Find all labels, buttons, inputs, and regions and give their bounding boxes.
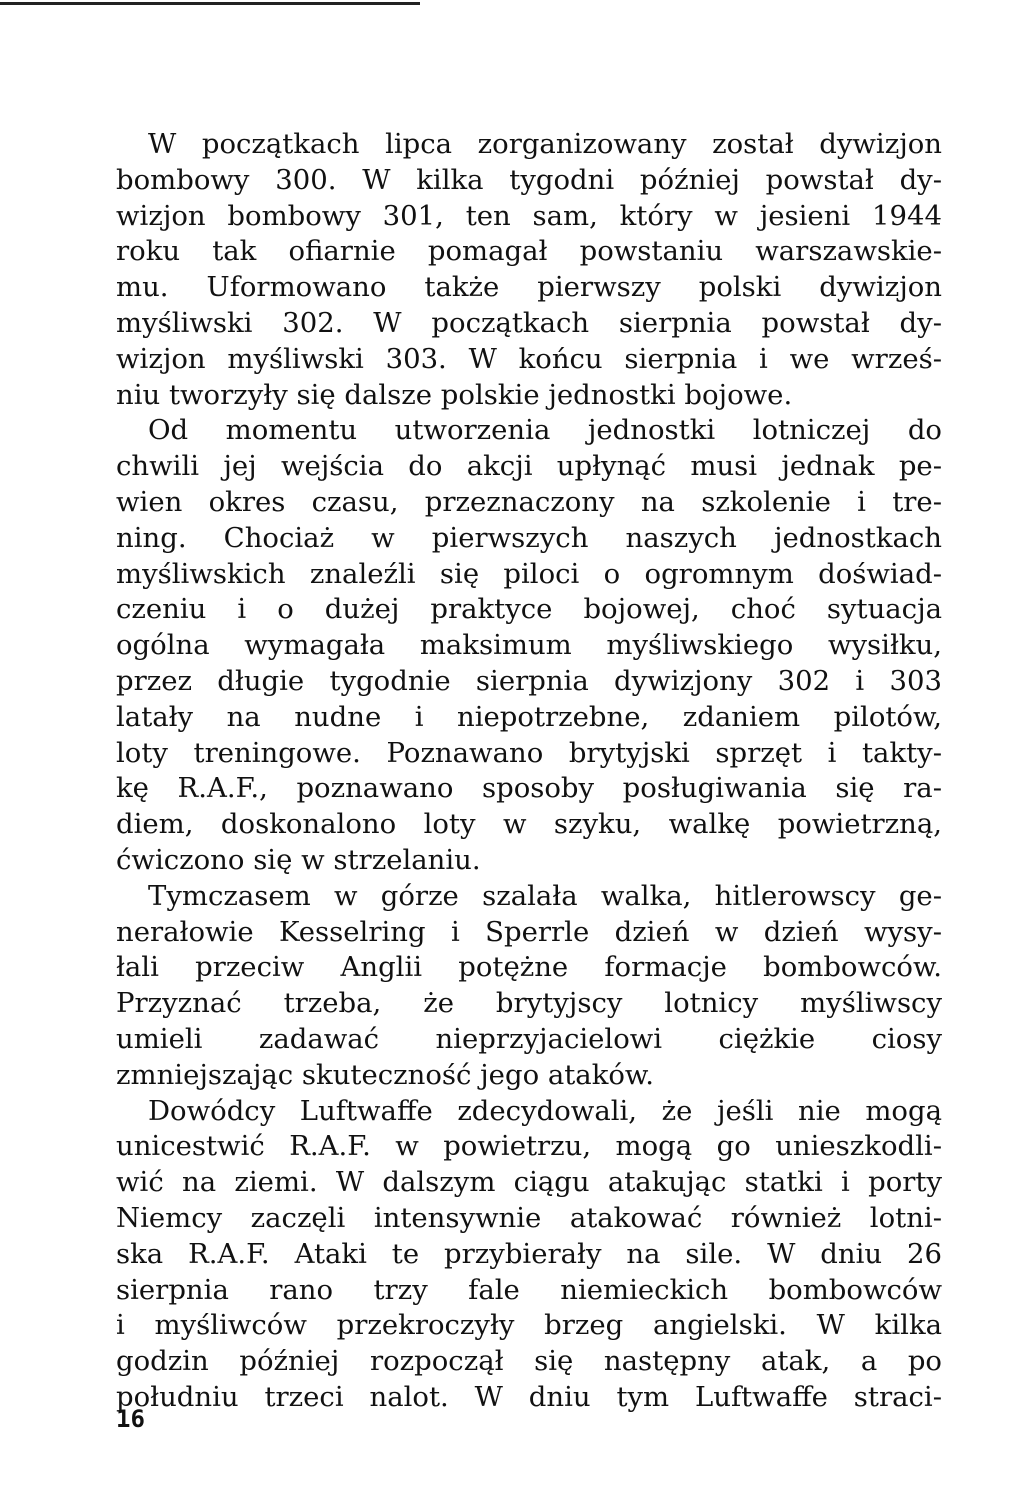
text-line: myśliwski 302. W początkach sierpnia powstał dy-: [116, 306, 942, 339]
text-line: niu tworzyły się dalsze polskie jednostki bojowe.: [116, 378, 793, 411]
text-line: myśliwskich znaleźli się piloci o ogromnym doświad-: [116, 557, 942, 590]
text-line: ogólna wymagała maksimum myśliwskiego wysiłku,: [116, 629, 942, 662]
text-line: Dowódcy Luftwaffe zdecydowali, że jeśli nie mogą: [148, 1094, 942, 1127]
text-line: ćwiczono się w strzelaniu.: [116, 843, 481, 876]
text-line: godzin później rozpoczął się następny atak, a po: [116, 1345, 942, 1378]
text-line: mu. Uformowano także pierwszy polski dywizjon: [116, 271, 942, 304]
text-line: Niemcy zaczęli intensywnie atakować również lotni-: [116, 1201, 942, 1234]
top-rule: [0, 2, 420, 5]
text-line: W początkach lipca zorganizowany został dywizjon: [148, 128, 942, 160]
text-line: wić na ziemi. W dalszym ciągu atakując statki i porty: [116, 1166, 942, 1199]
text-line: kę R.A.F., poznawano sposoby posługiwania się ra-: [116, 772, 942, 805]
text-line: ska R.A.F. Ataki te przybierały na sile. W dniu 26: [116, 1237, 942, 1270]
page-number: 16: [116, 1405, 145, 1433]
text-line: chwili jej wejścia do akcji upłynąć musi jednak pe-: [116, 450, 942, 483]
text-line: zmniejszając skuteczność jego ataków.: [116, 1058, 654, 1091]
text-line: Przyznać trzeba, że brytyjscy lotnicy myśliwscy: [116, 987, 942, 1020]
text-line: czeniu i o dużej praktyce bojowej, choć sytuacja: [116, 593, 942, 626]
text-line: loty treningowe. Poznawano brytyjski sprzęt i takty-: [116, 736, 942, 769]
text-line: Od momentu utworzenia jednostki lotniczej do: [148, 414, 942, 447]
text-line: diem, doskonalono loty w szyku, walkę powietrzną,: [116, 808, 942, 841]
text-line: bombowy 300. W kilka tygodni później powstał dy-: [116, 163, 942, 196]
text-line: łali przeciw Anglii potężne formacje bombowców.: [116, 951, 942, 984]
text-line: przez długie tygodnie sierpnia dywizjony 302 i 303: [116, 664, 942, 697]
text-line: ning. Chociaż w pierwszych naszych jednostkach: [116, 521, 942, 554]
text-line: Tymczasem w górze szalała walka, hitlerowscy ge-: [148, 879, 942, 912]
text-line: i myśliwców przekroczyły brzeg angielski. W kilka: [116, 1309, 942, 1342]
text-line: unicestwić R.A.F. w powietrzu, mogą go unieszkodli-: [116, 1130, 942, 1163]
text-line: sierpnia rano trzy fale niemieckich bombowców: [116, 1273, 942, 1306]
text-line: południu trzeci nalot. W dniu tym Luftwaffe straci-: [116, 1380, 942, 1413]
text-line: umieli zadawać nieprzyjacielowi ciężkie ciosy: [116, 1022, 942, 1055]
text-line: latały na nudne i niepotrzebne, zdaniem pilotów,: [116, 700, 942, 733]
text-line: roku tak ofiarnie pomagał powstaniu warszawskie-: [116, 235, 942, 268]
page-text: [116, 127, 942, 1416]
text-line: wizjon myśliwski 303. W końcu sierpnia i we wrześ-: [116, 342, 942, 375]
text-line: wizjon bombowy 301, ten sam, który w jesieni 1944: [116, 199, 942, 232]
text-line: nerałowie Kesselring i Sperrle dzień w dzień wysy-: [116, 915, 942, 948]
text-line: wien okres czasu, przeznaczony na szkolenie i tre-: [116, 485, 942, 518]
